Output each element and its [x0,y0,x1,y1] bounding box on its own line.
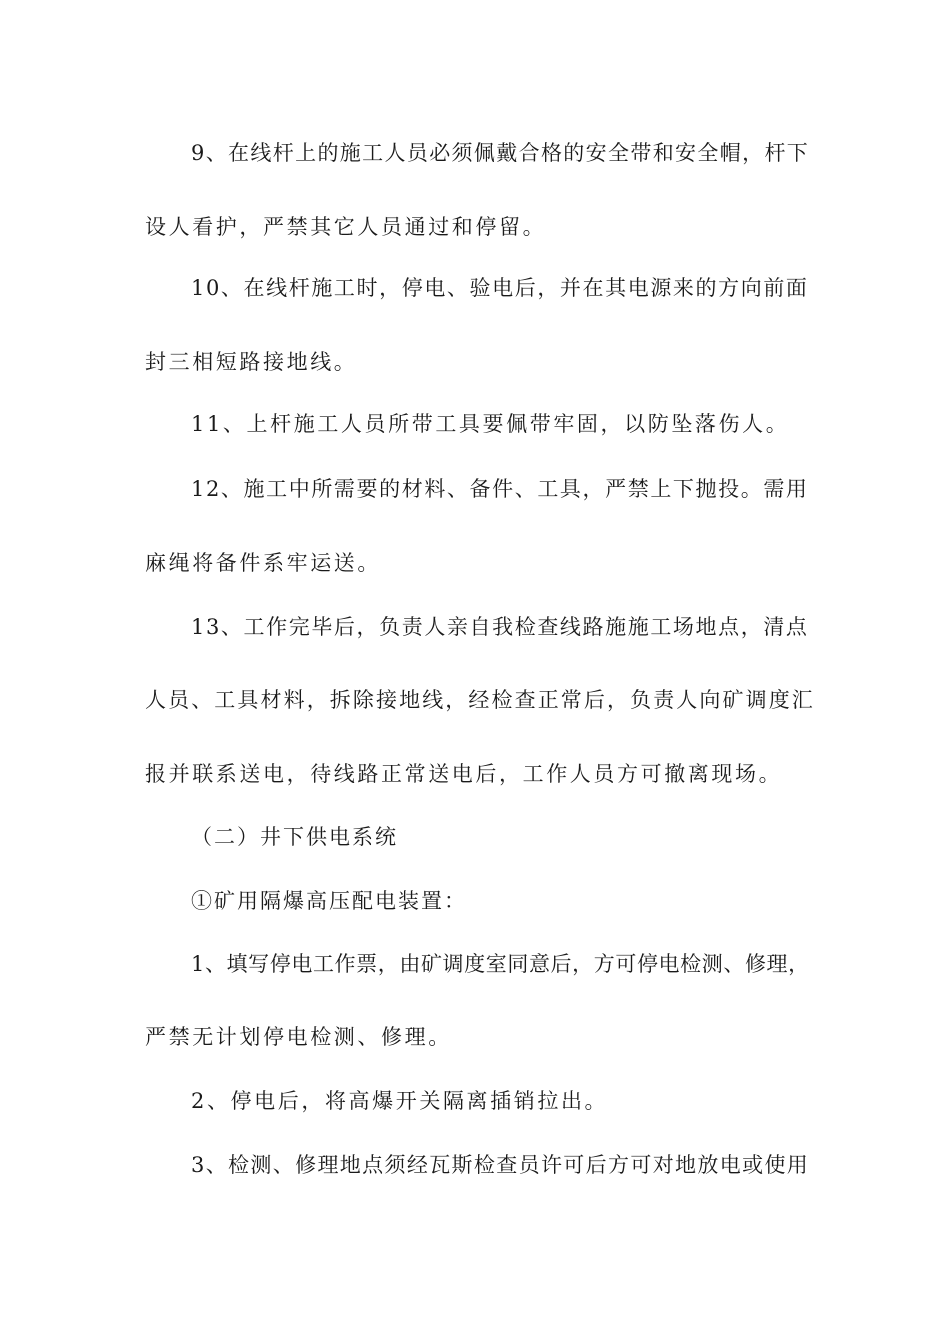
step-1-line-1: 1、填写停电工作票，由矿调度室同意后，方可停电检测、修理， [191,952,810,976]
item-12-line-1: 12、施工中所需要的材料、备件、工具，严禁上下抛投。需用 [191,477,809,501]
item-10-line-1: 10、在线杆施工时，停电、验电后，并在其电源来的方向前面 [191,276,809,300]
section-heading: （二）井下供电系统 [191,825,398,849]
item-9-line-2: 设人看护，严禁其它人员通过和停留。 [145,215,547,239]
item-11-line-1: 11、上杆施工人员所带工具要佩带牢固，以防坠落伤人。 [191,412,790,436]
item-13-line-2: 人员、工具材料，拆除接地线，经检查正常后，负责人向矿调度汇 [145,688,815,712]
item-13-line-3: 报并联系送电，待线路正常送电后，工作人员方可撤离现场。 [145,762,783,786]
item-10-line-2: 封三相短路接地线。 [145,350,358,374]
item-9-line-1: 9、在线杆上的施工人员必须佩戴合格的安全带和安全帽，杆下 [191,141,810,165]
item-13-line-1: 13、工作完毕后，负责人亲自我检查线路施施工场地点，清点 [191,615,809,639]
step-3-line-1: 3、检测、修理地点须经瓦斯检查员许可后方可对地放电或使用 [191,1153,810,1177]
subsection-heading: ①矿用隔爆高压配电装置： [191,889,467,913]
item-12-line-2: 麻绳将备件系牢运送。 [145,551,381,575]
step-1-line-2: 严禁无计划停电检测、修理。 [145,1025,452,1049]
step-2-line-1: 2、停电后，将高爆开关隔离插销拉出。 [191,1089,609,1113]
